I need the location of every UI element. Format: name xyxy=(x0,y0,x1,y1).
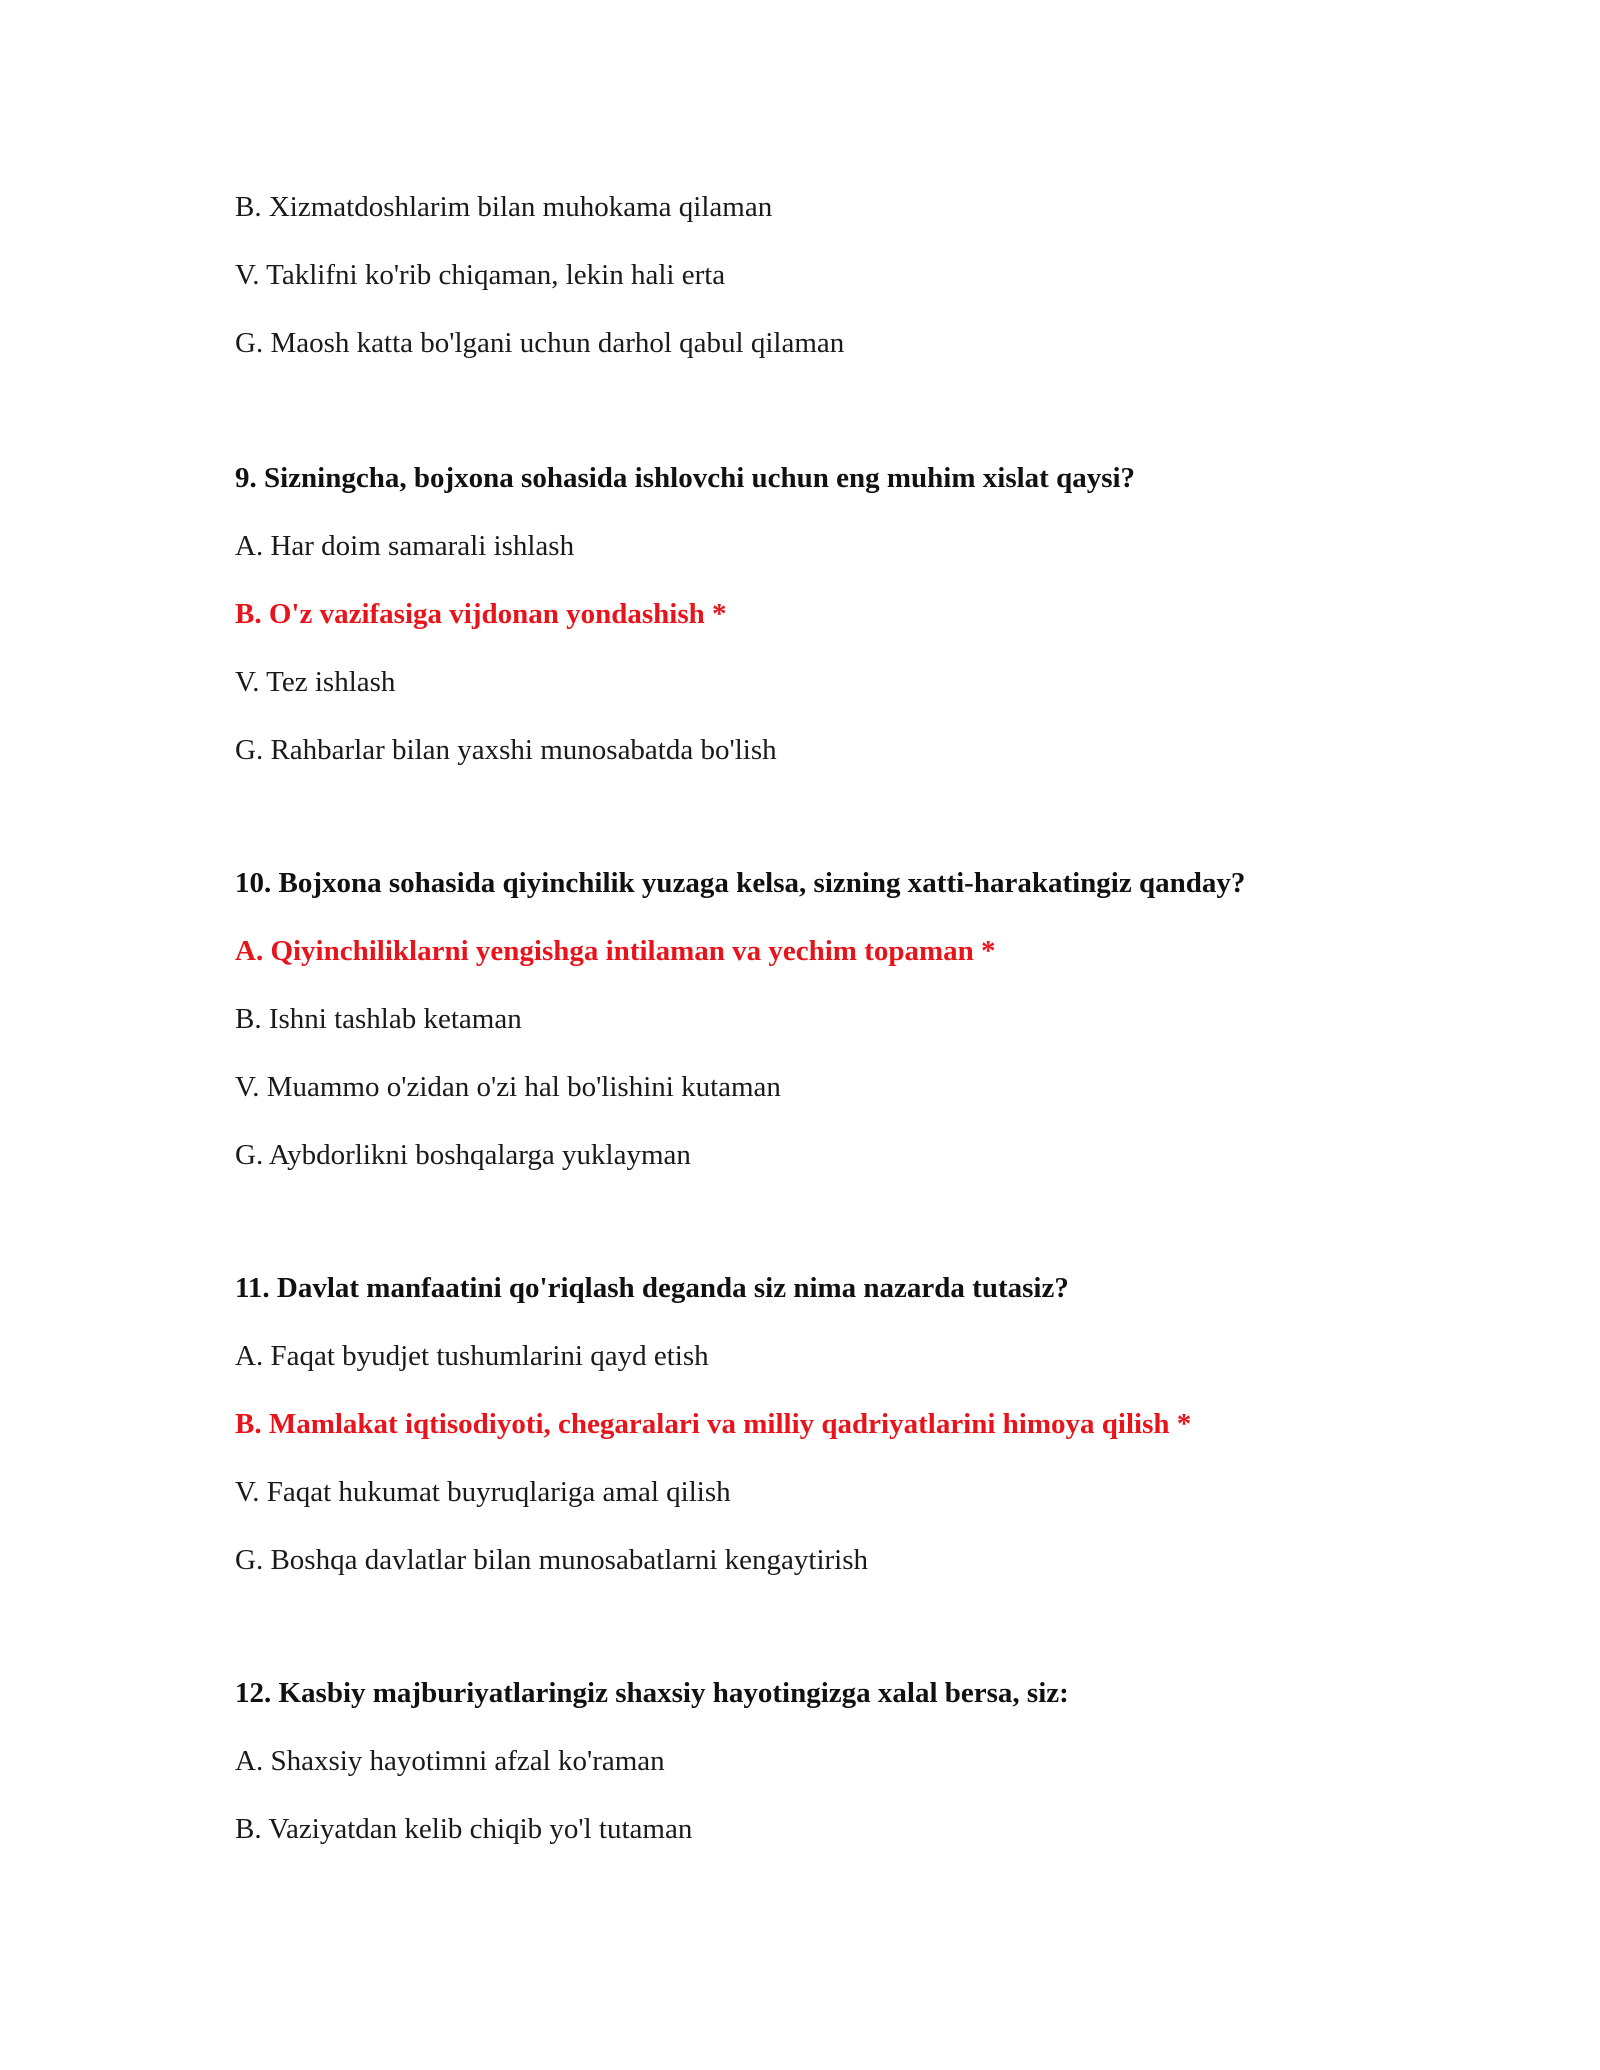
option-q10-a-correct: A. Qiyinchiliklarni yengishga intilaman va yechim topaman * xyxy=(235,935,996,967)
question-12: 12. Kasbiy majburiyatlaringiz shaxsiy hayotingizga xalal bersa, siz: xyxy=(235,1677,1069,1709)
option-q10-v: V. Muammo o'zidan o'zi hal bo'lishini kutaman xyxy=(235,1071,781,1103)
option-q8-b: B. Xizmatdoshlarim bilan muhokama qilaman xyxy=(235,191,773,223)
option-q8-g: G. Maosh katta bo'lgani uchun darhol qabul qilaman xyxy=(235,327,845,359)
option-q11-g: G. Boshqa davlatlar bilan munosabatlarni kengaytirish xyxy=(235,1544,869,1576)
option-q10-g: G. Aybdorlikni boshqalarga yuklayman xyxy=(235,1139,691,1171)
option-q9-a: A. Har doim samarali ishlash xyxy=(235,530,575,562)
question-11: 11. Davlat manfaatini qo'riqlash deganda siz nima nazarda tutasiz? xyxy=(235,1272,1069,1304)
option-q9-g: G. Rahbarlar bilan yaxshi munosabatda bo'lish xyxy=(235,734,777,766)
option-q9-b-correct: B. O'z vazifasiga vijdonan yondashish * xyxy=(235,598,727,630)
option-q12-a: A. Shaxsiy hayotimni afzal ko'raman xyxy=(235,1745,665,1777)
option-q11-v: V. Faqat hukumat buyruqlariga amal qilish xyxy=(235,1476,731,1508)
option-q11-a: A. Faqat byudjet tushumlarini qayd etish xyxy=(235,1340,709,1372)
option-q10-b: B. Ishni tashlab ketaman xyxy=(235,1003,522,1035)
option-q9-v: V. Tez ishlash xyxy=(235,666,396,698)
option-q11-b-correct: B. Mamlakat iqtisodiyoti, chegaralari va milliy qadriyatlarini himoya qilish * xyxy=(235,1408,1192,1440)
option-q8-v: V. Taklifni ko'rib chiqaman, lekin hali erta xyxy=(235,259,726,291)
question-9: 9. Sizningcha, bojxona sohasida ishlovchi uchun eng muhim xislat qaysi? xyxy=(235,462,1136,494)
question-10: 10. Bojxona sohasida qiyinchilik yuzaga kelsa, sizning xatti-harakatingiz qanday? xyxy=(235,867,1246,899)
option-q12-b: B. Vaziyatdan kelib chiqib yo'l tutaman xyxy=(235,1813,693,1845)
